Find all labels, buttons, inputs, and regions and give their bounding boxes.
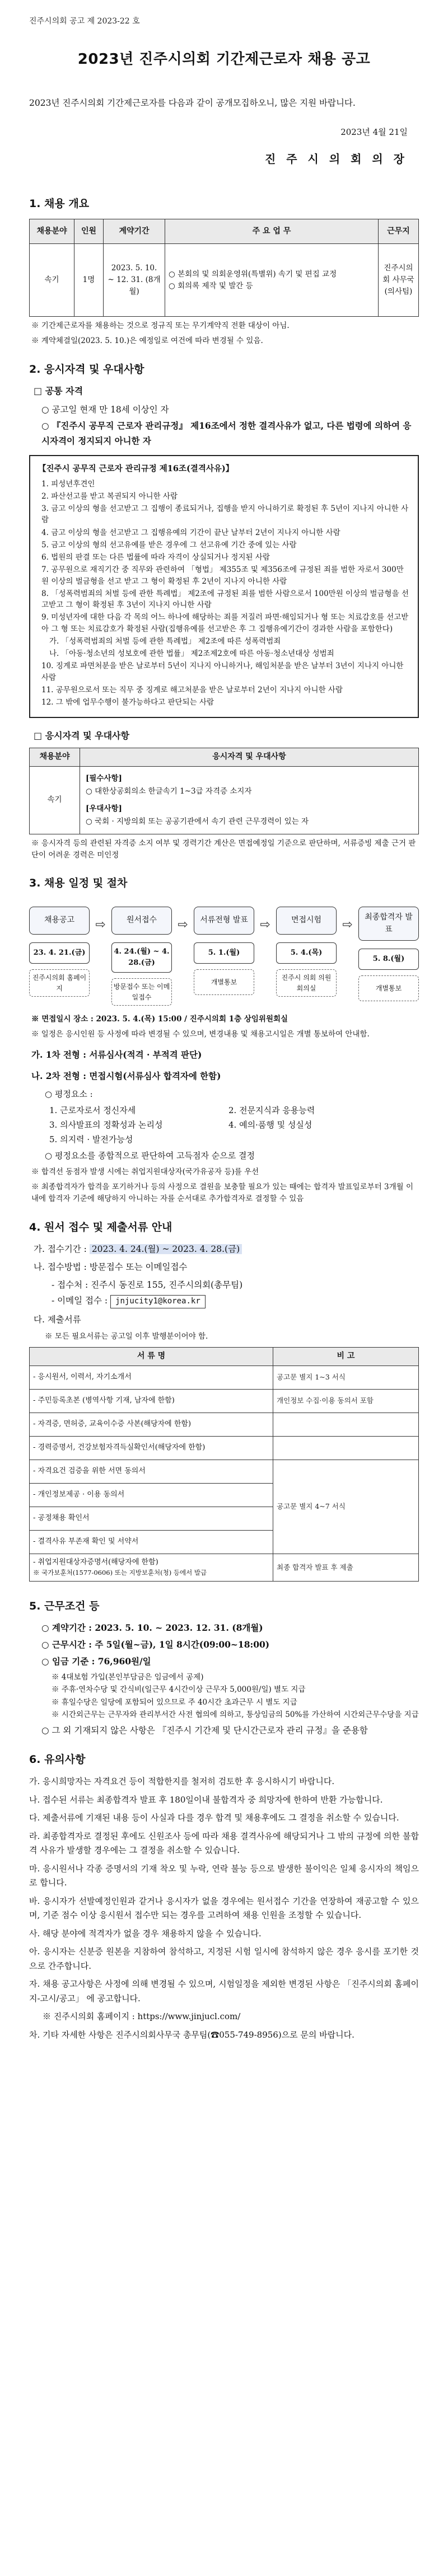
doc-remark: 개인정보 수집·이용 동의서 포함	[273, 1389, 419, 1413]
preferred-title: [우대사항]	[86, 804, 122, 813]
docs-title: 다. 제출서류	[34, 1314, 81, 1325]
list-item: 2. 파산선고를 받고 복권되지 아니한 사람	[41, 491, 178, 501]
overview-table	[29, 219, 419, 317]
doc-name: - 개인정보제공 · 이용 동의서	[30, 1483, 273, 1507]
criteria-intro: ○ 평정요소 :	[45, 1089, 93, 1100]
flow-step-sub: 진주시의회 홈페이지	[29, 969, 90, 997]
preference-header-cell: 채용분야	[30, 748, 80, 767]
common-qual-title: □ 공통 자격	[34, 386, 83, 397]
list-item: 10. 징계로 파면처분을 받은 날로부터 5년이 지나지 아니하거나, 해임처분을 받은 날부터 3년이 지나지 아니한 사람	[41, 661, 404, 682]
flow-step-date: 5. 8.(월)	[358, 949, 419, 970]
section-4-title: 4. 원서 접수 및 제출서류 안내	[29, 1221, 172, 1233]
flow-step-date: 23. 4. 21.(금)	[29, 942, 90, 964]
condition-item: ○ 근무시간 : 주 5일(월~금), 1일 8시간(09:00~18:00)	[41, 1639, 270, 1650]
doc-remark: 최종 합격자 발표 후 제출	[273, 1554, 419, 1581]
table-row	[30, 1389, 419, 1413]
issuing-org: 진 주 시 의 회 의 장	[264, 152, 408, 166]
doc-name: - 주민등록초본 (병역사항 기재, 남자에 한함)	[30, 1389, 273, 1413]
required-text: ○ 대한상공회의소 한글속기 1~3급 자격증 소지자	[86, 786, 252, 796]
overview-header-cell: 채용분야	[30, 219, 74, 244]
docs-note: ※ 모든 필요서류는 공고일 이후 발행분이어야 함.	[45, 1331, 208, 1341]
list-item: 가. 응시희망자는 자격요건 등이 적합한지를 철저히 검토한 후 응시하시기 바랍니다.	[29, 1776, 335, 1787]
list-item: 차. 기타 자세한 사항은 진주시의회사무국 총무팀(☎055-749-8956)으로 문의 바랍니다.	[29, 2029, 354, 2040]
homepage-note: ※ 진주시의회 홈페이지 : https://www.jinjucl.com/	[43, 2011, 241, 2022]
list-item: 라. 최종합격자로 결정된 후에도 신원조사 등에 따라 채용 결격사유에 해당되거나 그 밖의 규정에 의한 불합격 사유가 발생할 경우에는 그 결정을 취소할 수 있습니다.	[29, 1831, 419, 1856]
list-item: 아. 응시자는 신분증 원본을 지참하여 참석하고, 지정된 시험 일시에 참석하지 않은 경우 응시를 포기한 것으로 간주합니다.	[29, 1946, 419, 1971]
overview-note-2: ※ 계약체결일(2023. 5. 10.)은 예정일로 여건에 따라 변경될 수 있음.	[31, 336, 263, 346]
list-item: 5. 금고 이상의 형의 선고유예를 받은 경우에 그 선고유예 기간 중에 있는 사람	[41, 540, 297, 550]
doc-name: - 결격사유 부존재 확인 및 서약서	[30, 1530, 273, 1554]
list-item: 9. 미성년자에 대한 다음 각 목의 어느 하나에 해당하는 죄를 저질러 파면·해임되거나 형 또는 치료감호를 선고받아 그 형 또는 치료감호가 확정된 사람(집행유예를 선고받은 후 그 집행유예기간이 경과한 사람을 포함한다)	[41, 613, 409, 634]
doc-remark: 공고문 별지 1~3 서식	[273, 1366, 419, 1389]
condition-item: ○ 임금 기준 : 76,960원/일	[41, 1655, 151, 1667]
email-link[interactable]: jnjucity1@korea.kr	[110, 1295, 206, 1308]
list-item: 1. 피성년후견인	[41, 479, 95, 489]
preference-field: 속기	[30, 766, 80, 834]
section-3-title: 3. 채용 일정 및 절차	[29, 877, 128, 890]
preference-header-row	[30, 748, 419, 767]
arrow-right-icon: ⇨	[178, 917, 188, 932]
overview-row	[30, 244, 419, 317]
documents-header-cell: 서 류 명	[30, 1347, 273, 1366]
flow-step-sub: 개별통보	[194, 969, 254, 995]
list-item: 4. 금고 이상의 형을 선고받고 그 집행유예의 기간이 끝난 날부터 2년이 지나지 아니한 사람	[41, 528, 340, 537]
pass-note-2: ※ 최종합격자가 합격을 포기하거나 등의 사정으로 결원을 보충할 필요가 있는 때에는 합격자 발표일로부터 3개월 이내에 합격자 기준에 해당하지 아니하는 자를 순서대로 추가합격자로 결정할 수 있음	[31, 1182, 414, 1203]
flow-step-name: 면접시험	[276, 907, 337, 935]
criteria-item: 2. 전문지식과 응용능력	[228, 1105, 315, 1115]
pref-qual-title: □ 응시자격 및 우대사항	[34, 730, 129, 742]
email-row	[52, 1294, 419, 1308]
criteria-item: 1. 근로자로서 정신자세	[49, 1105, 136, 1115]
arrow-right-icon: ⇨	[95, 917, 106, 932]
documents-table	[29, 1347, 419, 1582]
list-item: 7. 공무원으로 재직기간 중 직무와 관련하여 「형법」 제355조 및 제356조에 규정된 죄를 범한 자로서 300만원 이상의 벌금형을 선고 받고 그 형이 확정된 후 2년이 지나지 아니한 사람	[41, 565, 404, 586]
flow-step-1	[29, 907, 90, 997]
doc-remark: 공고문 별지 4~7 서식	[273, 1460, 419, 1554]
list-item: 다. 제출서류에 기재된 내용 등이 사실과 다를 경우 합격 및 채용후에도 그 결정을 취소할 수 있습니다.	[29, 1813, 399, 1823]
overview-count: 1명	[74, 244, 104, 317]
flow-step-date: 4. 24.(월) ~ 4. 28.(금)	[111, 942, 172, 973]
overview-note-1: ※ 기간제근로자를 채용하는 것으로 정규직 또는 무기계약직 전환 대상이 아님.	[31, 321, 290, 331]
visit-address: - 접수처 : 진주시 동진로 155, 진주시의회(총무팀)	[52, 1280, 243, 1291]
section-5-title: 5. 근무조건 등	[29, 1599, 100, 1612]
section-2-title: 2. 응시자격 및 우대사항	[29, 363, 144, 376]
list-item: 3. 금고 이상의 형을 선고받고 그 집행이 종료되거나, 집행을 받지 아니하기로 확정된 후 5년이 지나지 아니한 사람	[41, 504, 409, 525]
condition-item: ○ 계약기간 : 2023. 5. 10. ~ 2023. 12. 31. (8개월)	[41, 1622, 263, 1633]
condition-note: ※ 휴일수당은 일당에 포함되어 있으므로 주 40시간 초과근무 시 별도 지급	[52, 1697, 297, 1707]
table-row	[30, 1366, 419, 1389]
flow-step-4	[276, 907, 337, 997]
disqualification-box	[29, 455, 419, 719]
overview-header-cell: 근무지	[379, 219, 419, 244]
flow-step-sub: 진주시 의회 의원 회의실	[276, 969, 337, 997]
criteria-row	[49, 1119, 419, 1132]
accept-period-label: 가. 접수기간 :	[34, 1244, 87, 1255]
list-item: 6. 법원의 판결 또는 다른 법률에 따라 자격이 상실되거나 정지된 사람	[41, 553, 270, 562]
flow-step-date: 5. 4.(목)	[276, 942, 337, 964]
list-item: 11. 공무원으로서 또는 직무 중 징계로 해고처분을 받은 날로부터 2년이 지나지 아니한 사람	[41, 685, 343, 695]
preference-note: ※ 응시자격 등의 관련된 자격증 소지 여부 및 경력기간 계산은 면접예정일 기준으로 판단하며, 서류증빙 제출 근거 판단이 어려운 경력은 미인정	[31, 838, 416, 860]
disqualification-list	[38, 478, 410, 708]
disqualification-title: 【진주시 공무직 근로자 관리규정 제16조(결격사유)】	[38, 463, 234, 473]
preference-header-cell: 응시자격 및 우대사항	[80, 748, 419, 767]
bottom-spacer	[29, 2046, 419, 2091]
documents-header-row	[30, 1347, 419, 1366]
schedule-change-note: ※ 일정은 응시인원 등 사정에 따라 변경될 수 있으며, 변경내용 및 채용고시일은 개별 통보하여 안내함.	[31, 1030, 370, 1039]
overview-header-cell: 주 요 업 무	[165, 219, 379, 244]
overview-place: 진주시의회 사무국 (의사팀)	[379, 244, 419, 317]
accept-method: 나. 접수방법 : 방문접수 또는 이메일접수	[34, 1262, 188, 1273]
list-item: 가. 「성폭력범죄의 처벌 등에 관한 특례법」 제2조에 따른 성폭력범죄	[49, 636, 281, 646]
page-title: 2023년 진주시의회 기간제근로자 채용 공고	[77, 50, 371, 68]
arrow-right-icon: ⇨	[342, 917, 353, 932]
flow-step-name: 원서접수	[111, 907, 172, 935]
table-row	[30, 1554, 419, 1581]
table-row	[30, 1413, 419, 1436]
doc-remark	[273, 1413, 419, 1436]
flow-step-name: 최종합격자 발표	[358, 907, 419, 941]
overview-header-row	[30, 219, 419, 244]
list-item: 12. 그 밖에 업무수행이 불가능하다고 판단되는 사람	[41, 698, 214, 707]
criteria-item: 3. 의사발표의 정확성과 논리성	[49, 1120, 163, 1130]
stage-1: 가. 1차 전형 : 서류심사(적격 · 부적격 판단)	[31, 1049, 202, 1061]
flow-step-sub: 개별통보	[358, 975, 419, 1001]
doc-name: - 응시원서, 이력서, 자기소개서	[30, 1366, 273, 1389]
table-row	[30, 1436, 419, 1460]
schedule-flow	[29, 907, 419, 1006]
list-item: 나. 「아동·청소년의 성보호에 관한 법률」 제2조제2호에 따른 아동·청소년대상 성범죄	[49, 649, 334, 659]
list-item: 자. 채용 공고사항은 사정에 의해 변경될 수 있으며, 시험일정을 제외한 변경된 사항은 「진주시의회 홈페이지-고시/공고」 에 공고합니다.	[29, 1979, 419, 2003]
doc-name: - 공정채용 확인서	[30, 1507, 273, 1530]
flow-step-5	[358, 907, 419, 1001]
doc-name-text: - 취업지원대상자증명서(해당자에 한함)	[33, 1557, 158, 1566]
flow-step-date: 5. 1.(월)	[194, 942, 254, 964]
doc-name: - 자격증, 면허증, 교육이수증 사본(해당자에 한함)	[30, 1413, 273, 1436]
doc-footnote: ※ 국가보훈처(1577-0606) 또는 지방보훈처(청) 등에서 발급	[33, 1568, 207, 1576]
list-item: 바. 응시자가 선발예정인원과 같거나 응시자가 없을 경우에는 원서접수 기간을 연장하여 재공고할 수 있으며, 기준 점수 이상 응시원서 접수만 되는 경우를 고려하여 채용 인원을 조정할 수 있습니다.	[29, 1895, 419, 1921]
required-title: [필수사항]	[86, 773, 122, 783]
flow-step-3	[194, 907, 254, 995]
criteria-method: ○ 평정요소를 종합적으로 판단하여 고득점자 순으로 결정	[45, 1150, 255, 1161]
flow-step-sub: 방문접수 또는 이메일접수	[111, 978, 172, 1006]
notes-list	[29, 1775, 419, 2042]
criteria-item: 4. 예의·품행 및 성실성	[228, 1120, 312, 1130]
preference-content	[80, 766, 419, 834]
stage-2: 나. 2차 전형 : 면접시험(서류심사 합격자에 한함)	[31, 1071, 221, 1082]
pass-note-1: ※ 합격선 동점자 발생 시에는 취업지원대상자(국가유공자 등)를 우선	[31, 1167, 259, 1176]
qual-regulation: ○ 『진주시 공무직 근로자 관리규정』 제16조에서 정한 결격사유가 없고, 다른 법령에 의하여 응시자격이 정지되지 아니한 자	[41, 420, 412, 446]
section-1-title: 1. 채용 개요	[29, 197, 90, 210]
condition-note: ※ 시간외근무는 근무자와 관리부서간 사전 협의에 의하고, 통상임금의 50%를 가산하여 시간외근무수당을 지급	[52, 1710, 419, 1719]
intro-text: 2023년 진주시의회 기간제근로자를 다음과 같이 공개모집하오니, 많은 지원 바랍니다.	[29, 97, 356, 108]
notice-date: 2023년 4월 21일	[340, 127, 408, 138]
doc-remark	[273, 1436, 419, 1460]
doc-name: - 자격요건 검증을 위한 서면 동의서	[30, 1460, 273, 1483]
list-item: 마. 응시원서나 각종 증명서의 기재 착오 및 누락, 연락 불능 등으로 발생한 불이익은 일체 응시자의 책임으로 합니다.	[29, 1863, 419, 1888]
condition-note: ※ 주휴·연차수당 및 간식비(일근무 4시간이상 근무자 5,000원/일) 별도 지급	[52, 1685, 306, 1695]
flow-step-name: 서류전형 발표	[194, 907, 254, 935]
email-label: - 이메일 접수 :	[52, 1296, 108, 1306]
overview-duties: ○ 본회의 및 의회운영위(특별위) 속기 및 편집 교정 ○ 회의록 제작 및 발간 등	[165, 244, 379, 317]
accept-period-value: 2023. 4. 24.(월) ~ 2023. 4. 28.(금)	[90, 1244, 242, 1254]
overview-period: 2023. 5. 10. ~ 12. 31. (8개월)	[104, 244, 165, 317]
doc-name: - 경력증명서, 건강보험자격득실확인서(해당자에 한함)	[30, 1436, 273, 1460]
accept-period	[34, 1242, 419, 1256]
preference-row	[30, 766, 419, 834]
condition-item: ○ 그 외 기재되지 않은 사항은 『진주시 기간제 및 단시간근로자 관리 규정』을 준용함	[41, 1725, 368, 1735]
criteria-item: 5. 의지력 · 발전가능성	[49, 1134, 133, 1145]
criteria-row	[49, 1104, 419, 1117]
section-6-title: 6. 유의사항	[29, 1753, 86, 1766]
notice-number: 진주시의회 공고 제 2023-22 호	[29, 17, 140, 26]
list-item: 나. 접수된 서류는 최종합격자 발표 후 180일이내 불합격자 중 희망자에 한하여 반환 가능합니다.	[29, 1794, 383, 1805]
criteria-row	[49, 1133, 419, 1146]
overview-header-cell: 계약기간	[104, 219, 165, 244]
condition-note: ※ 4대보험 가입(본인부담금은 임금에서 공제)	[52, 1673, 204, 1682]
table-row	[30, 1460, 419, 1483]
documents-header-cell: 비 고	[273, 1347, 419, 1366]
overview-field: 속기	[30, 244, 74, 317]
list-item: 8. 「성폭력범죄의 처벌 등에 관한 특례법」 제2조에 규정된 죄를 범한 사람으로서 100만원 이상의 벌금형을 선고받고 그 형이 확정된 후 3년이 지나지 아니한 사람	[41, 589, 409, 610]
qual-age: ○ 공고일 현재 만 18세 이상인 자	[41, 405, 169, 415]
overview-header-cell: 인원	[74, 219, 104, 244]
interview-note: ※ 면접일시 장소 : 2023. 5. 4.(목) 15:00 / 진주시의회 1층 상임위원회실	[31, 1015, 288, 1024]
preference-table	[29, 748, 419, 834]
doc-name	[30, 1554, 273, 1581]
list-item: 사. 해당 분야에 적격자가 없을 경우 채용하지 않을 수 있습니다.	[29, 1928, 262, 1939]
flow-step-name: 채용공고	[29, 907, 90, 935]
flow-step-2	[111, 907, 172, 1006]
arrow-right-icon: ⇨	[260, 917, 270, 932]
preferred-text: ○ 국회 · 지방의회 또는 공공기관에서 속기 관련 근무경력이 있는 자	[86, 817, 309, 826]
